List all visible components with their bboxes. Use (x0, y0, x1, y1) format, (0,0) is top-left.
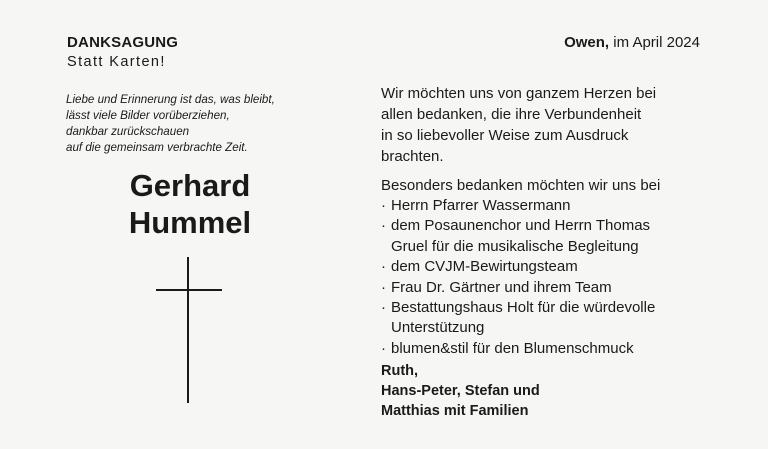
poem-line: auf die gemeinsam verbrachte Zeit. (66, 141, 248, 154)
thanks-list (381, 196, 721, 359)
poem-line: lässt viele Bilder vorüberziehen, (66, 109, 230, 122)
list-item-line: Herrn Pfarrer Wassermann (391, 197, 571, 214)
signature-line: Matthias mit Familien (381, 403, 529, 419)
intro-line: allen bedanken, die ihre Verbundenheit (381, 106, 642, 123)
list-item-line: Bestattungshaus Holt für die würdevolle (391, 299, 656, 317)
list-item (381, 278, 721, 298)
poem-line: dankbar zurückschauen (66, 125, 190, 138)
place-date (564, 34, 700, 51)
cross-horizontal-bar (156, 289, 222, 291)
intro-line: brachten. (381, 148, 444, 165)
place: Owen, (564, 34, 610, 51)
intro-line: in so liebevoller Weise zum Ausdruck (381, 127, 629, 144)
thanks-intro (381, 83, 721, 167)
bullet-icon: · (381, 299, 386, 317)
intro-line: Wir möchten uns von ganzem Herzen bei (381, 85, 657, 102)
memorial-poem (66, 92, 326, 156)
list-item-line: dem CVJM-Bewirtungsteam (391, 258, 578, 276)
list-item-line: Gruel für die musikalische Begleitung (391, 237, 639, 255)
poem-line: Liebe und Erinnerung ist das, was bleibt, (66, 93, 275, 106)
list-item-line: Unterstützung (391, 319, 485, 337)
deceased-first-name: Gerhard (129, 168, 251, 203)
bullet-icon: · (381, 278, 386, 296)
signature-line: Ruth, (381, 363, 419, 379)
list-item-line: Frau Dr. Gärtner und ihrem Team (391, 278, 612, 296)
list-item (381, 196, 721, 216)
bullet-icon: · (381, 258, 386, 276)
signature (381, 361, 540, 421)
list-item (381, 216, 721, 257)
bullet-icon: · (381, 197, 386, 214)
deceased-last-name: Hummel (128, 205, 252, 240)
list-item (381, 298, 721, 339)
cross-vertical-bar (187, 257, 189, 403)
bullet-icon: · (381, 217, 386, 235)
thanks-lead: Besonders bedanken möchten wir uns bei (381, 177, 661, 194)
list-item (381, 339, 721, 359)
date: im April 2024 (613, 34, 700, 51)
signature-line: Hans-Peter, Stefan und (381, 383, 540, 399)
notice-subtitle: Statt Karten! (67, 54, 166, 70)
bullet-icon: · (381, 339, 386, 357)
notice-title: DANKSAGUNG (67, 34, 179, 51)
list-item (381, 257, 721, 277)
list-item-line: blumen&stil für den Blumenschmuck (391, 339, 634, 357)
list-item-line: dem Posaunenchor und Herrn Thomas (391, 217, 651, 235)
cross-icon (156, 257, 224, 403)
